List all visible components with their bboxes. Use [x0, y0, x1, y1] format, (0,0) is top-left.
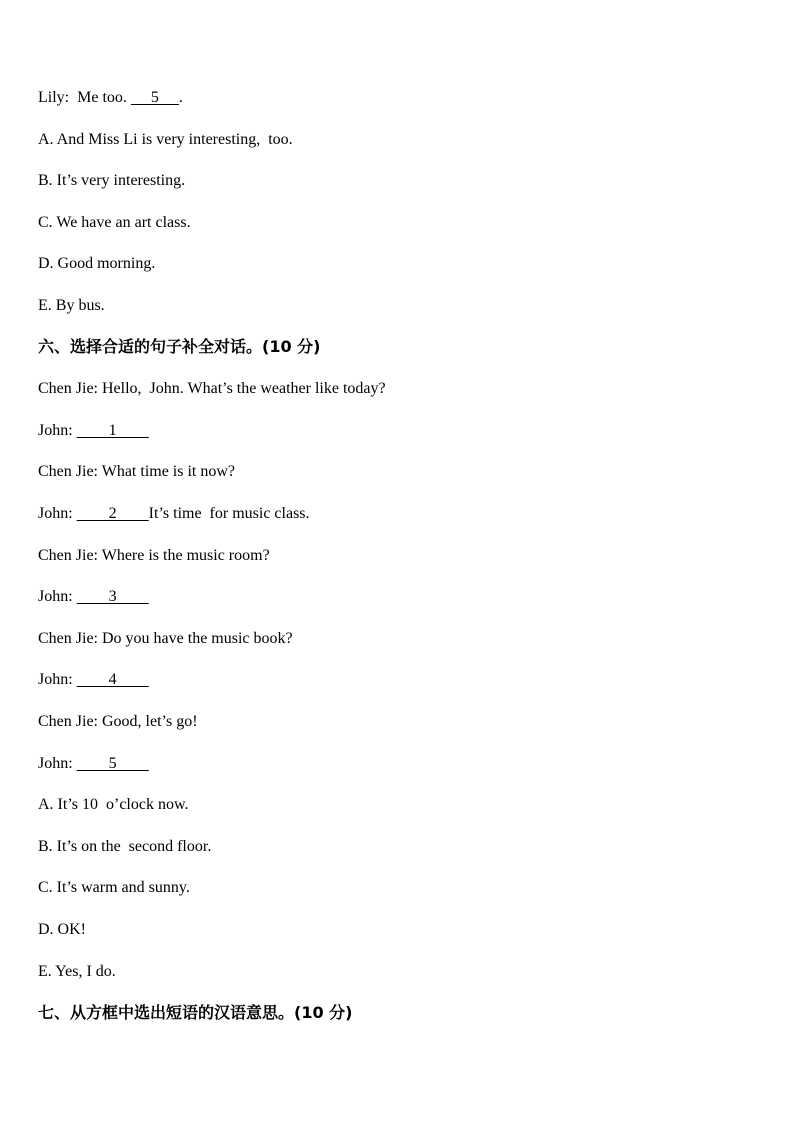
- option-item: A. It’s 10 o’clock now.: [38, 796, 189, 813]
- dialogue-line-lily: [38, 88, 183, 108]
- dialogue-line: [38, 712, 198, 732]
- dialogue-line: [38, 629, 293, 649]
- option-item: A. And Miss Li is very interesting, too.: [38, 131, 293, 148]
- answer-blank: [77, 422, 149, 439]
- answer-blank-underline: 2: [76, 505, 149, 522]
- answer-blank: [77, 505, 149, 522]
- section-heading: 七、从方框中选出短语的汉语意思。(10 分): [38, 1003, 353, 1022]
- speaker-label: Chen Jie:: [38, 630, 98, 647]
- dialogue-line: [38, 546, 270, 566]
- speaker-label: John:: [38, 671, 73, 688]
- option-item: E. By bus.: [38, 297, 105, 314]
- answer-blank: [77, 755, 149, 772]
- answer-blank: [77, 671, 149, 688]
- speaker-label: Chen Jie:: [38, 713, 98, 730]
- dialogue-text: It’s time for music class.: [148, 505, 310, 522]
- dialogue-text: Me too.: [77, 89, 127, 106]
- speaker-label: John:: [38, 422, 73, 439]
- option-item: D. Good morning.: [38, 255, 156, 272]
- answer-blank-underline: 1: [76, 422, 149, 439]
- answer-blank: [77, 588, 149, 605]
- dialogue-line: [38, 379, 386, 399]
- speaker-label: John:: [38, 755, 73, 772]
- dialogue-text: Hello, John. What’s the weather like today?: [102, 380, 386, 397]
- dialogue-text: Where is the music room?: [101, 547, 270, 564]
- option-item: E. Yes, I do.: [38, 963, 116, 980]
- dialogue-line: [38, 754, 149, 774]
- answer-blank-underline: 5: [130, 89, 179, 106]
- dialogue-text: What time is it now?: [101, 463, 236, 480]
- dialogue-line: [38, 421, 149, 441]
- speaker-label: Lily:: [38, 89, 70, 106]
- answer-blank: [131, 89, 179, 106]
- dialogue-line: [38, 670, 149, 690]
- speaker-label: John:: [38, 505, 73, 522]
- dialogue-line: [38, 504, 310, 524]
- answer-blank-underline: 3: [76, 588, 149, 605]
- option-item: C. It’s warm and sunny.: [38, 879, 190, 896]
- speaker-label: Chen Jie:: [38, 547, 98, 564]
- speaker-label: Chen Jie:: [38, 380, 98, 397]
- option-item: B. It’s very interesting.: [38, 172, 186, 189]
- answer-blank-underline: 5: [76, 755, 149, 772]
- option-item: B. It’s on the second floor.: [38, 838, 212, 855]
- option-item: C. We have an art class.: [38, 214, 191, 231]
- option-item: D. OK!: [38, 921, 86, 938]
- speaker-label: Chen Jie:: [38, 463, 98, 480]
- dialogue-end: .: [178, 89, 183, 106]
- dialogue-line: [38, 462, 235, 482]
- section-heading: 六、选择合适的句子补全对话。(10 分): [38, 337, 321, 356]
- dialogue-text: Good, let’s go!: [102, 713, 198, 730]
- dialogue-line: [38, 587, 149, 607]
- speaker-label: John:: [38, 588, 73, 605]
- answer-blank-underline: 4: [76, 671, 149, 688]
- dialogue-text: Do you have the music book?: [102, 630, 293, 647]
